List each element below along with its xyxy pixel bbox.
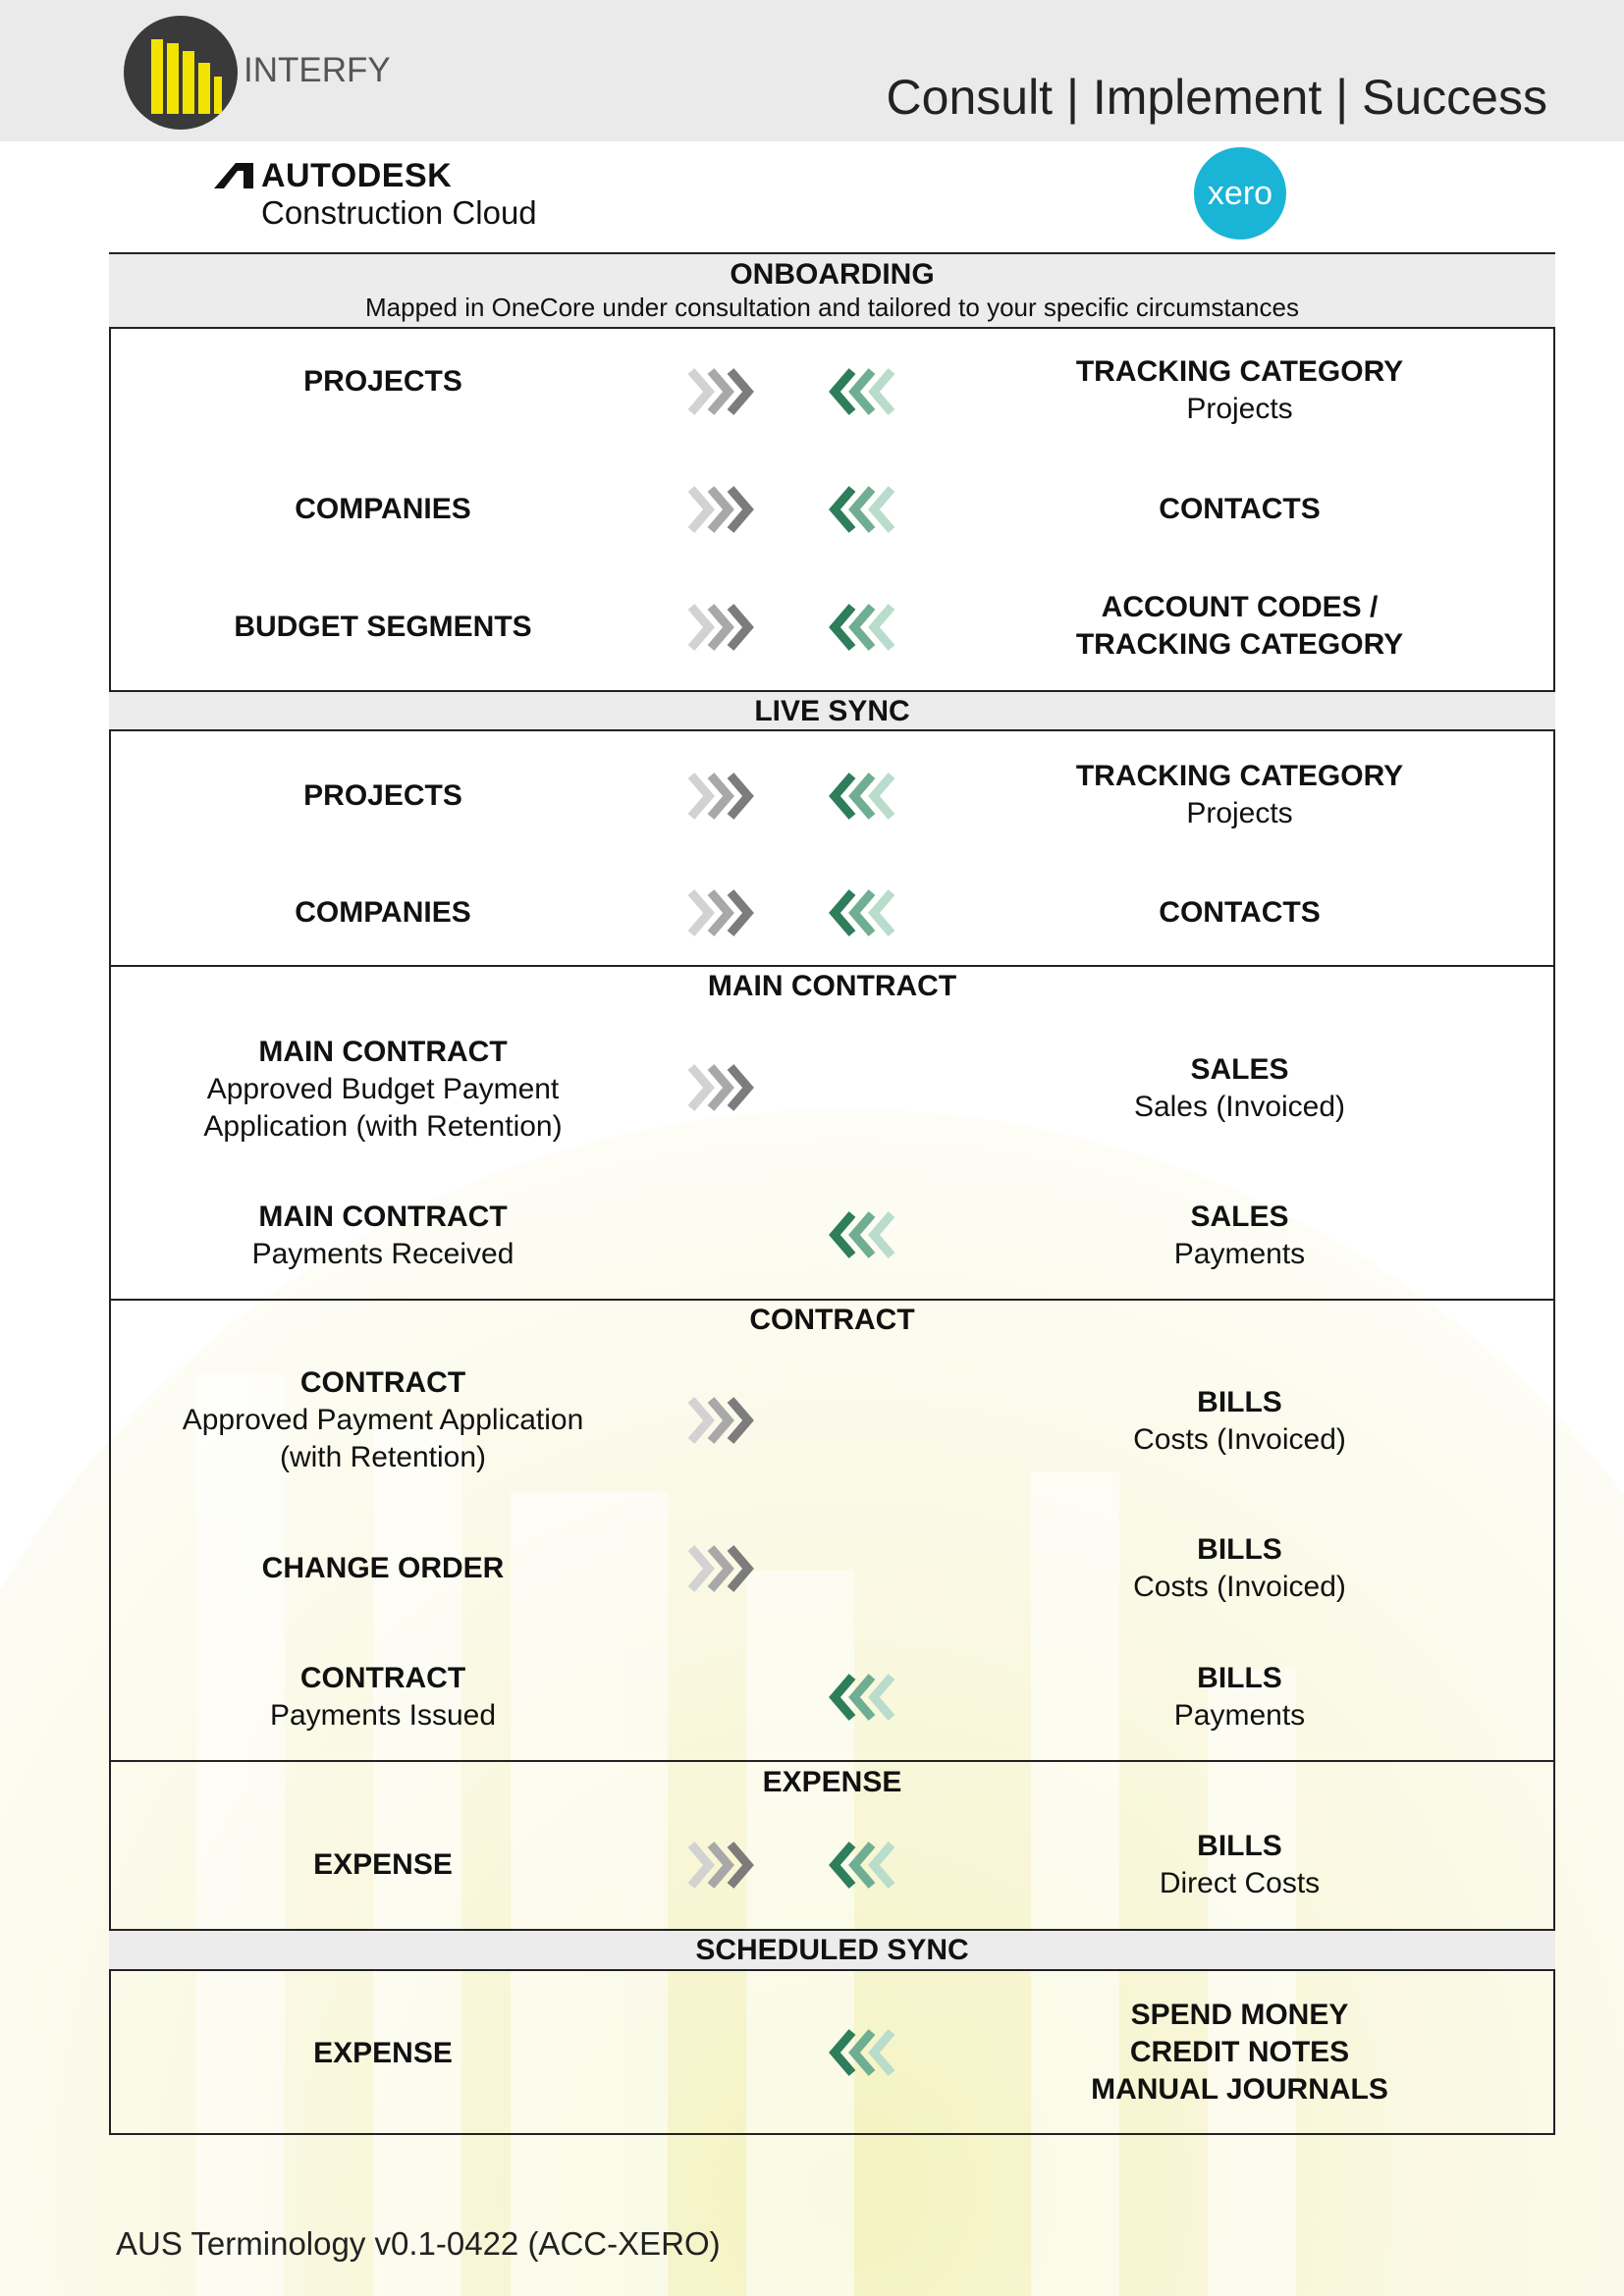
table-row-left	[128, 1034, 638, 1146]
table-row-left	[128, 894, 638, 932]
right-sublabel: Sales (Invoiced)	[1133, 1091, 1346, 1123]
section-title-expense: EXPENSE	[762, 1766, 902, 1798]
table-row-left	[128, 777, 638, 815]
right-label: BILLS	[1197, 1662, 1282, 1694]
left-label: CONTRACT	[299, 1366, 466, 1399]
table-row-left	[128, 363, 638, 400]
right-label: CREDIT NOTES	[1129, 2036, 1350, 2068]
table-row-right	[1021, 1051, 1458, 1126]
section-title: SCHEDULED SYNC	[695, 1934, 969, 1966]
sync-to-acc-icon	[819, 2026, 897, 2079]
table-row-left	[128, 609, 638, 646]
table-row-left	[128, 1550, 638, 1587]
sync-to-xero-icon	[685, 1394, 764, 1447]
section-header-live-sync	[109, 690, 1555, 731]
tagline: Consult | Implement | Success	[886, 70, 1547, 125]
acc-logo-line2: Construction Cloud	[261, 194, 537, 231]
right-label: SALES	[1190, 1053, 1289, 1086]
right-sublabel: Costs (Invoiced)	[1133, 1571, 1346, 1603]
left-label: PROJECTS	[303, 365, 462, 398]
table-row-left	[128, 1660, 638, 1735]
left-label: BUDGET SEGMENTS	[234, 611, 532, 643]
left-label: CHANGE ORDER	[261, 1552, 505, 1584]
acc-logo-line1: AUTODESK	[261, 157, 453, 194]
sync-to-xero-icon	[685, 886, 764, 939]
brand-name: INTERFY	[244, 51, 391, 89]
right-sublabel: Projects	[1186, 797, 1293, 829]
section-divider	[109, 965, 1555, 967]
right-sublabel: Direct Costs	[1159, 1867, 1321, 1899]
right-sublabel: Payments	[1173, 1699, 1306, 1732]
table-row-right	[1021, 1384, 1458, 1459]
table-row-left	[128, 1364, 638, 1476]
section-title: ONBOARDING	[730, 258, 935, 291]
table-row-left	[128, 2035, 638, 2072]
sync-to-acc-icon	[819, 601, 897, 654]
left-label: EXPENSE	[313, 2037, 453, 2069]
sync-to-acc-icon	[819, 1208, 897, 1261]
sync-to-xero-icon	[685, 1542, 764, 1595]
right-label: ACCOUNT CODES /	[1101, 591, 1379, 623]
sync-to-acc-icon	[819, 770, 897, 823]
right-label: TRACKING CATEGORY	[1075, 628, 1404, 661]
section-title-contract: CONTRACT	[749, 1304, 915, 1336]
sync-to-acc-icon	[819, 1839, 897, 1892]
table-row-right	[1021, 1660, 1458, 1735]
page-header	[0, 0, 1624, 141]
sync-to-xero-icon	[685, 770, 764, 823]
table-row-right	[1021, 1531, 1458, 1606]
left-label: COMPANIES	[295, 493, 471, 525]
sync-to-xero-icon	[685, 601, 764, 654]
table-row-right	[1021, 1997, 1458, 2109]
sync-to-xero-icon	[685, 1839, 764, 1892]
interfy-logo-icon	[122, 14, 240, 132]
right-sublabel: Projects	[1186, 393, 1293, 425]
left-label: CONTRACT	[299, 1662, 466, 1694]
sync-to-acc-icon	[819, 365, 897, 418]
left-sublabel: Application (with Retention)	[203, 1110, 563, 1143]
section-title: LIVE SYNC	[754, 695, 910, 727]
left-sublabel: Approved Budget Payment	[206, 1073, 560, 1105]
table-row-right	[1021, 589, 1458, 664]
left-label: MAIN CONTRACT	[258, 1201, 508, 1233]
table-row-right	[1021, 1828, 1458, 1902]
document-footer: AUS Terminology v0.1-0422 (ACC-XERO)	[116, 2225, 721, 2262]
xero-logo: xero	[1194, 147, 1286, 240]
section-header-scheduled-sync	[109, 1929, 1555, 1971]
right-label: TRACKING CATEGORY	[1075, 760, 1404, 792]
right-label: CONTACTS	[1159, 493, 1321, 525]
table-row-right	[1021, 491, 1458, 528]
left-label: MAIN CONTRACT	[258, 1036, 508, 1068]
right-sublabel: Costs (Invoiced)	[1133, 1423, 1346, 1456]
right-label: BILLS	[1197, 1533, 1282, 1566]
table-row-left	[128, 1846, 638, 1884]
table-row-left	[128, 491, 638, 528]
table-row-right	[1021, 1199, 1458, 1273]
sync-to-acc-icon	[819, 1671, 897, 1724]
sync-to-xero-icon	[685, 483, 764, 536]
right-label: BILLS	[1197, 1830, 1282, 1862]
left-label: COMPANIES	[295, 896, 471, 929]
right-label: MANUAL JOURNALS	[1091, 2073, 1388, 2106]
sync-to-acc-icon	[819, 886, 897, 939]
sync-to-acc-icon	[819, 483, 897, 536]
left-label: EXPENSE	[313, 1848, 453, 1881]
section-divider	[109, 1299, 1555, 1301]
right-label: TRACKING CATEGORY	[1075, 355, 1404, 388]
left-sublabel: Payments Issued	[269, 1699, 497, 1732]
left-sublabel: Approved Payment Application	[182, 1404, 584, 1436]
table-row-right	[1021, 894, 1458, 932]
autodesk-construction-cloud-logo	[214, 155, 568, 232]
right-label: SPEND MONEY	[1130, 1999, 1349, 2031]
right-label: SALES	[1190, 1201, 1289, 1233]
right-sublabel: Payments	[1173, 1238, 1306, 1270]
section-title-main-contract: MAIN CONTRACT	[707, 970, 957, 1002]
sync-to-xero-icon	[685, 365, 764, 418]
table-row-right	[1021, 353, 1458, 428]
autodesk-logo-icon	[214, 163, 253, 188]
section-header-onboarding	[109, 252, 1555, 329]
right-label: CONTACTS	[1159, 896, 1321, 929]
sync-to-xero-icon	[685, 1061, 764, 1114]
table-row-right	[1021, 758, 1458, 832]
right-label: BILLS	[1197, 1386, 1282, 1418]
left-label: PROJECTS	[303, 779, 462, 812]
left-sublabel: Payments Received	[251, 1238, 514, 1270]
table-row-left	[128, 1199, 638, 1273]
left-sublabel: (with Retention)	[279, 1441, 487, 1473]
section-subtitle: Mapped in OneCore under consultation and tailored to your specific circumstances	[365, 293, 1299, 322]
section-divider	[109, 1760, 1555, 1762]
